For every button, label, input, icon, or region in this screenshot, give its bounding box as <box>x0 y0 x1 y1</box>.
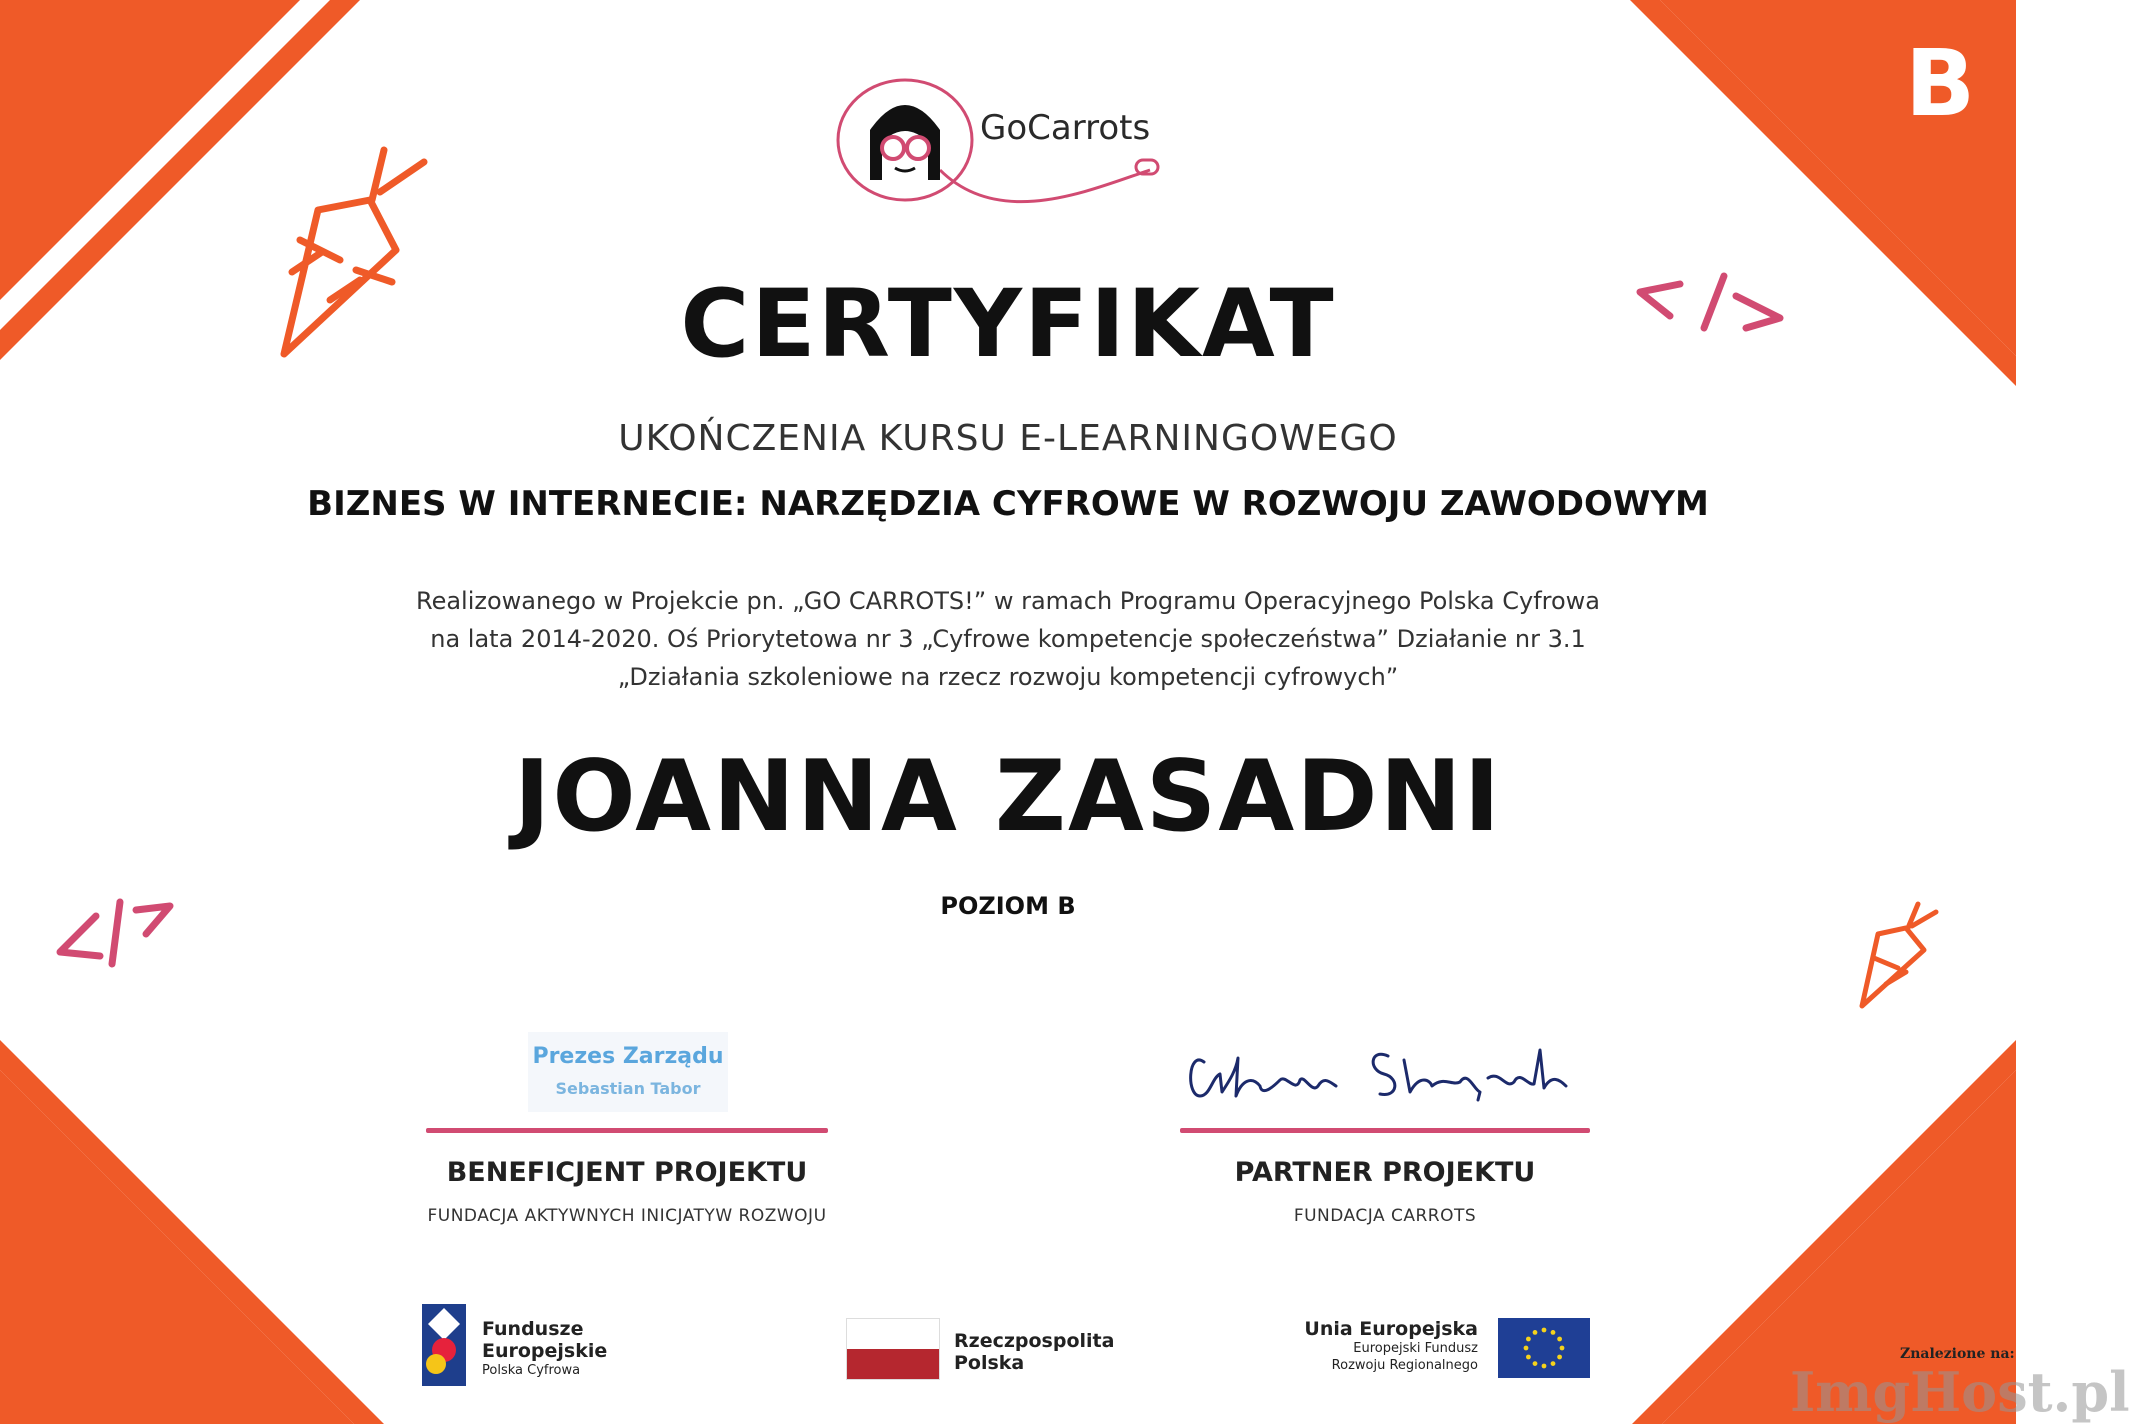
stamp-name: Sebastian Tabor <box>555 1079 701 1098</box>
description <box>0 582 2016 696</box>
level-text: POZIOM B <box>940 892 1076 920</box>
partner-role: PARTNER PROJEKTU <box>1234 1157 1536 1188</box>
certificate-subtitle: UKOŃCZENIA KURSU E-LEARNINGOWEGO <box>618 418 1398 459</box>
fe-line1: Fundusze <box>482 1318 584 1340</box>
description-line: na lata 2014-2020. Oś Priorytetowa nr 3 „Cyfrowe kompetencje społeczeństwa” Działanie nr 3.1 <box>430 625 1586 653</box>
polish-flag-icon <box>846 1318 940 1380</box>
description-line: Realizowanego w Projekcie pn. „GO CARROTS!” w ramach Programu Operacyjnego Polska Cyfrowa <box>415 587 1601 615</box>
beneficiary-organization: FUNDACJA AKTYWNYCH INICJATYW ROZWOJU <box>427 1206 827 1226</box>
ue-line1: Unia Europejska <box>1304 1318 1478 1340</box>
watermark-site: ImgHost.pl <box>1790 1360 2130 1424</box>
eu-flag-icon <box>1498 1318 1590 1378</box>
partner-organization: FUNDACJA CARROTS <box>1293 1206 1477 1226</box>
stamp-title: Prezes Zarządu <box>532 1044 724 1069</box>
signature-line <box>1180 1128 1590 1133</box>
corner-top-left <box>0 0 300 300</box>
level-badge: B <box>1904 30 1976 137</box>
ue-line2: Europejski Fundusz <box>1353 1341 1478 1356</box>
fundusze-flag-icon <box>422 1304 466 1386</box>
course-name: BIZNES W INTERNECIE: NARZĘDZIA CYFROWE W ROZWOJU ZAWODOWYM <box>307 484 1709 524</box>
partner-block <box>1180 1128 1590 1226</box>
beneficiary-stamp <box>528 1032 728 1112</box>
ue-line3: Rozwoju Regionalnego <box>1331 1358 1478 1373</box>
brand-name: GoCarrots <box>980 108 1151 148</box>
description-line: „Działania szkoleniowe na rzecz rozwoju kompetencji cyfrowych” <box>617 663 1399 691</box>
rp-line1: Rzeczpospolita <box>954 1330 1115 1352</box>
signature-line <box>426 1128 828 1133</box>
fe-line3: Polska Cyfrowa <box>482 1363 581 1378</box>
certificate-title: CERTYFIKAT <box>680 270 1336 379</box>
unia-europejska-logo <box>1290 1316 1590 1380</box>
fe-line2: Europejskie <box>482 1340 608 1362</box>
beneficiary-block <box>426 1128 828 1226</box>
watermark-label: Znalezione na: <box>1900 1346 2015 1362</box>
recipient-name: JOANNA ZASADNI <box>513 740 1503 854</box>
rp-line2: Polska <box>954 1352 1025 1374</box>
beneficiary-role: BENEFICJENT PROJEKTU <box>446 1157 808 1188</box>
